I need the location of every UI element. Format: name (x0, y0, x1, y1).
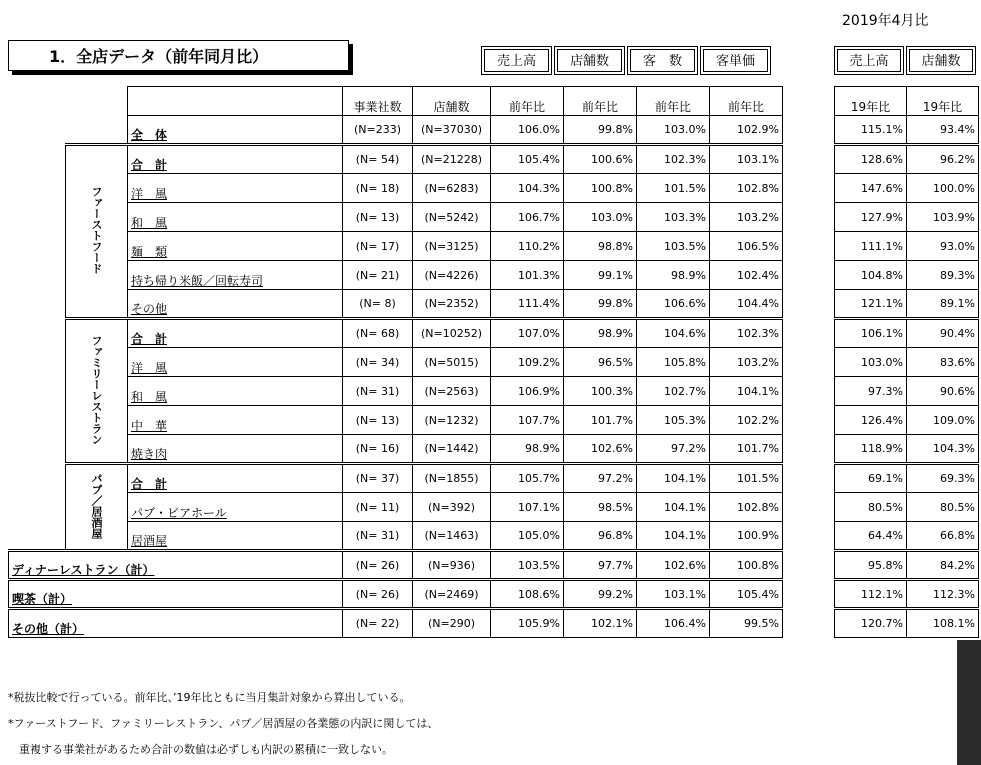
vs-2019-value: 69.1% (835, 464, 907, 493)
right-table-row (835, 464, 979, 493)
vs-2019-value: 84.2% (907, 551, 979, 580)
table-row (9, 580, 783, 609)
vs-2019-value: 93.4% (907, 116, 979, 145)
companies-count: (N=233) (343, 116, 413, 145)
yoy-value: 97.2% (564, 464, 637, 493)
footnote-2: *ファーストフード、ファミリーレストラン、パブ／居酒屋の各業態の内訳に関しては、 (8, 717, 439, 730)
col-header: 店舗数 (413, 87, 491, 116)
vs-2019-value: 96.2% (907, 145, 979, 174)
yoy-value: 110.2% (491, 232, 564, 261)
row-label: 合 計 (128, 464, 343, 493)
row-label: 居酒屋 (128, 522, 343, 551)
yoy-value: 102.8% (710, 174, 783, 203)
yoy-value: 98.9% (637, 261, 710, 290)
yoy-value: 99.2% (564, 580, 637, 609)
header-blank (9, 87, 128, 116)
vs-2019-value: 90.6% (907, 377, 979, 406)
yoy-value: 102.2% (710, 406, 783, 435)
right-table-row (835, 174, 979, 203)
vs-2019-value: 104.8% (835, 261, 907, 290)
comparison-2019-table (834, 86, 979, 638)
vs-2019-value: 106.1% (835, 319, 907, 348)
main-data-table (8, 86, 783, 638)
yoy-value: 102.7% (637, 377, 710, 406)
right-table-row (835, 580, 979, 609)
vs-2019-value: 89.1% (907, 290, 979, 319)
vs-2019-value: 64.4% (835, 522, 907, 551)
yoy-value: 98.5% (564, 493, 637, 522)
group-label-text: ファーストフード (90, 186, 103, 274)
right-table-row (835, 145, 979, 174)
column-header-row (9, 87, 783, 116)
yoy-value: 102.1% (564, 609, 637, 638)
right-table-row (835, 116, 979, 145)
row-label: 喫茶（計） (9, 580, 343, 609)
companies-count: (N= 37) (343, 464, 413, 493)
table-row (9, 145, 783, 174)
footnote-1: *税抜比較で行っている。前年比、’19年比ともに当月集計対象から算出している。 (8, 691, 411, 704)
stores-count: (N=4226) (413, 261, 491, 290)
yoy-value: 102.3% (710, 319, 783, 348)
yoy-value: 106.5% (710, 232, 783, 261)
group-label-text: パブ／居酒屋 (90, 472, 103, 539)
header-stores: 店舗数 (557, 49, 622, 72)
col-header: 前年比 (710, 87, 783, 116)
yoy-value: 106.6% (637, 290, 710, 319)
vs-2019-value: 109.0% (907, 406, 979, 435)
stores-count: (N=37030) (413, 116, 491, 145)
yoy-value: 106.0% (491, 116, 564, 145)
yoy-value: 104.1% (637, 522, 710, 551)
row-label: 全 体 (128, 116, 343, 145)
header-right-sales: 売上高 (837, 49, 901, 72)
yoy-value: 102.3% (637, 145, 710, 174)
stores-count: (N=2469) (413, 580, 491, 609)
stores-count: (N=2352) (413, 290, 491, 319)
header-avg-spend: 客単価 (703, 49, 768, 72)
vs-2019-value: 112.1% (835, 580, 907, 609)
yoy-value: 102.4% (710, 261, 783, 290)
header-customers: 客 数 (630, 49, 695, 72)
yoy-value: 101.5% (637, 174, 710, 203)
row-label: 洋 風 (128, 174, 343, 203)
col-header-2019: 19年比 (835, 87, 907, 116)
yoy-value: 100.8% (710, 551, 783, 580)
yoy-value: 99.5% (710, 609, 783, 638)
yoy-value: 107.7% (491, 406, 564, 435)
yoy-value: 103.1% (637, 580, 710, 609)
vs-2019-value: 93.0% (907, 232, 979, 261)
row-label: パブ・ビアホール (128, 493, 343, 522)
right-header-row (835, 87, 979, 116)
vs-2019-value: 120.7% (835, 609, 907, 638)
stores-count: (N=10252) (413, 319, 491, 348)
right-table-row (835, 551, 979, 580)
companies-count: (N= 54) (343, 145, 413, 174)
yoy-value: 105.8% (637, 348, 710, 377)
row-blank (9, 116, 128, 145)
footnote-3: 重複する事業社があるため合計の数値は必ずしも内訳の累積に一致しない。 (8, 743, 393, 756)
companies-count: (N= 18) (343, 174, 413, 203)
yoy-value: 103.3% (637, 203, 710, 232)
stores-count: (N=1232) (413, 406, 491, 435)
companies-count: (N= 13) (343, 203, 413, 232)
companies-count: (N= 16) (343, 435, 413, 464)
companies-count: (N= 26) (343, 551, 413, 580)
row-label: その他 (128, 290, 343, 319)
yoy-value: 102.6% (637, 551, 710, 580)
yoy-value: 104.6% (637, 319, 710, 348)
row-label: ディナーレストラン（計） (9, 551, 343, 580)
right-table-row (835, 261, 979, 290)
vs-2019-value: 147.6% (835, 174, 907, 203)
yoy-value: 102.8% (710, 493, 783, 522)
stores-count: (N=21228) (413, 145, 491, 174)
yoy-value: 101.7% (710, 435, 783, 464)
group-indent (9, 464, 66, 551)
stores-count: (N=5242) (413, 203, 491, 232)
yoy-value: 106.7% (491, 203, 564, 232)
yoy-value: 111.4% (491, 290, 564, 319)
companies-count: (N= 17) (343, 232, 413, 261)
section-title: 1．全店データ（前年同月比） (8, 40, 349, 71)
group-label-pub (66, 464, 128, 551)
yoy-value: 104.1% (637, 464, 710, 493)
yoy-value: 99.8% (564, 116, 637, 145)
right-table-row (835, 290, 979, 319)
stores-count: (N=392) (413, 493, 491, 522)
yoy-value: 104.1% (637, 493, 710, 522)
yoy-value: 103.2% (710, 203, 783, 232)
yoy-value: 99.8% (564, 290, 637, 319)
row-label: その他（計） (9, 609, 343, 638)
vs-2019-value: 118.9% (835, 435, 907, 464)
right-table-row (835, 522, 979, 551)
yoy-value: 108.6% (491, 580, 564, 609)
yoy-value: 102.9% (710, 116, 783, 145)
stores-count: (N=2563) (413, 377, 491, 406)
group-indent (9, 319, 66, 464)
companies-count: (N= 34) (343, 348, 413, 377)
companies-count: (N= 68) (343, 319, 413, 348)
yoy-value: 98.8% (564, 232, 637, 261)
col-header: 前年比 (564, 87, 637, 116)
companies-count: (N= 31) (343, 377, 413, 406)
yoy-value: 105.0% (491, 522, 564, 551)
row-label: 和 風 (128, 203, 343, 232)
vs-2019-value: 126.4% (835, 406, 907, 435)
vs-2019-value: 100.0% (907, 174, 979, 203)
companies-count: (N= 31) (343, 522, 413, 551)
vs-2019-value: 104.3% (907, 435, 979, 464)
group-label-text: ファミリーレストラン (90, 334, 103, 445)
yoy-value: 103.5% (491, 551, 564, 580)
yoy-value: 104.4% (710, 290, 783, 319)
col-header: 事業社数 (343, 87, 413, 116)
table-row (9, 319, 783, 348)
scrollbar-thumb[interactable] (957, 640, 981, 765)
yoy-value: 103.1% (710, 145, 783, 174)
right-table-row (835, 319, 979, 348)
yoy-value: 99.1% (564, 261, 637, 290)
row-label: 合 計 (128, 319, 343, 348)
companies-count: (N= 22) (343, 609, 413, 638)
footnotes (8, 685, 438, 763)
vs-2019-value: 121.1% (835, 290, 907, 319)
right-table-row (835, 232, 979, 261)
vs-2019-value: 80.5% (835, 493, 907, 522)
group-indent (9, 145, 66, 319)
vs-2019-value: 95.8% (835, 551, 907, 580)
companies-count: (N= 13) (343, 406, 413, 435)
col-header: 前年比 (491, 87, 564, 116)
row-label: 合 計 (128, 145, 343, 174)
vs-2019-value: 115.1% (835, 116, 907, 145)
yoy-value: 101.7% (564, 406, 637, 435)
companies-count: (N= 21) (343, 261, 413, 290)
table-row (9, 464, 783, 493)
right-table-row (835, 609, 979, 638)
group-label-family (66, 319, 128, 464)
yoy-value: 107.0% (491, 319, 564, 348)
right-table-row (835, 435, 979, 464)
col-header-2019: 19年比 (907, 87, 979, 116)
yoy-value: 103.0% (564, 203, 637, 232)
group-label-fast-food (66, 145, 128, 319)
right-table-row (835, 348, 979, 377)
stores-count: (N=1855) (413, 464, 491, 493)
companies-count: (N= 8) (343, 290, 413, 319)
stores-count: (N=1442) (413, 435, 491, 464)
right-table-row (835, 377, 979, 406)
yoy-value: 109.2% (491, 348, 564, 377)
yoy-value: 101.5% (710, 464, 783, 493)
row-label: 中 華 (128, 406, 343, 435)
right-table-row (835, 203, 979, 232)
companies-count: (N= 26) (343, 580, 413, 609)
yoy-value: 105.4% (491, 145, 564, 174)
header-sales: 売上高 (484, 49, 549, 72)
row-label: 洋 風 (128, 348, 343, 377)
stores-count: (N=3125) (413, 232, 491, 261)
vs-2019-value: 83.6% (907, 348, 979, 377)
yoy-value: 103.0% (637, 116, 710, 145)
header-right-stores: 店舗数 (909, 49, 973, 72)
yoy-value: 106.4% (637, 609, 710, 638)
table-row (9, 551, 783, 580)
vs-2019-value: 111.1% (835, 232, 907, 261)
yoy-value: 105.9% (491, 609, 564, 638)
vs-2019-value: 97.3% (835, 377, 907, 406)
yoy-value: 103.5% (637, 232, 710, 261)
row-label: 持ち帰り米飯／回転寿司 (128, 261, 343, 290)
vs-2019-value: 128.6% (835, 145, 907, 174)
yoy-value: 103.2% (710, 348, 783, 377)
yoy-value: 96.8% (564, 522, 637, 551)
yoy-value: 107.1% (491, 493, 564, 522)
col-header: 前年比 (637, 87, 710, 116)
yoy-value: 106.9% (491, 377, 564, 406)
vs-2019-value: 103.9% (907, 203, 979, 232)
yoy-value: 101.3% (491, 261, 564, 290)
yoy-value: 105.3% (637, 406, 710, 435)
stores-count: (N=290) (413, 609, 491, 638)
yoy-value: 104.3% (491, 174, 564, 203)
stores-count: (N=5015) (413, 348, 491, 377)
row-label: 焼き肉 (128, 435, 343, 464)
vs-2019-value: 69.3% (907, 464, 979, 493)
yoy-value: 98.9% (491, 435, 564, 464)
yoy-value: 105.7% (491, 464, 564, 493)
yoy-value: 98.9% (564, 319, 637, 348)
vs-2019-value: 112.3% (907, 580, 979, 609)
vs-2019-value: 103.0% (835, 348, 907, 377)
yoy-value: 97.7% (564, 551, 637, 580)
yoy-value: 105.4% (710, 580, 783, 609)
yoy-value: 96.5% (564, 348, 637, 377)
header-category (128, 87, 343, 116)
table-row (9, 116, 783, 145)
vs-2019-value: 80.5% (907, 493, 979, 522)
right-table-row (835, 406, 979, 435)
row-label: 和 風 (128, 377, 343, 406)
vs-2019-value: 127.9% (835, 203, 907, 232)
vs-2019-value: 90.4% (907, 319, 979, 348)
stores-count: (N=936) (413, 551, 491, 580)
table-row (9, 609, 783, 638)
companies-count: (N= 11) (343, 493, 413, 522)
stores-count: (N=1463) (413, 522, 491, 551)
yoy-value: 97.2% (637, 435, 710, 464)
yoy-value: 104.1% (710, 377, 783, 406)
stores-count: (N=6283) (413, 174, 491, 203)
vs-2019-value: 108.1% (907, 609, 979, 638)
yoy-value: 100.9% (710, 522, 783, 551)
yoy-value: 100.8% (564, 174, 637, 203)
vs-2019-value: 66.8% (907, 522, 979, 551)
yoy-value: 100.3% (564, 377, 637, 406)
report-date: 2019年4月比 (842, 13, 929, 29)
row-label: 麺 類 (128, 232, 343, 261)
yoy-value: 100.6% (564, 145, 637, 174)
yoy-value: 102.6% (564, 435, 637, 464)
right-table-row (835, 493, 979, 522)
vs-2019-value: 89.3% (907, 261, 979, 290)
